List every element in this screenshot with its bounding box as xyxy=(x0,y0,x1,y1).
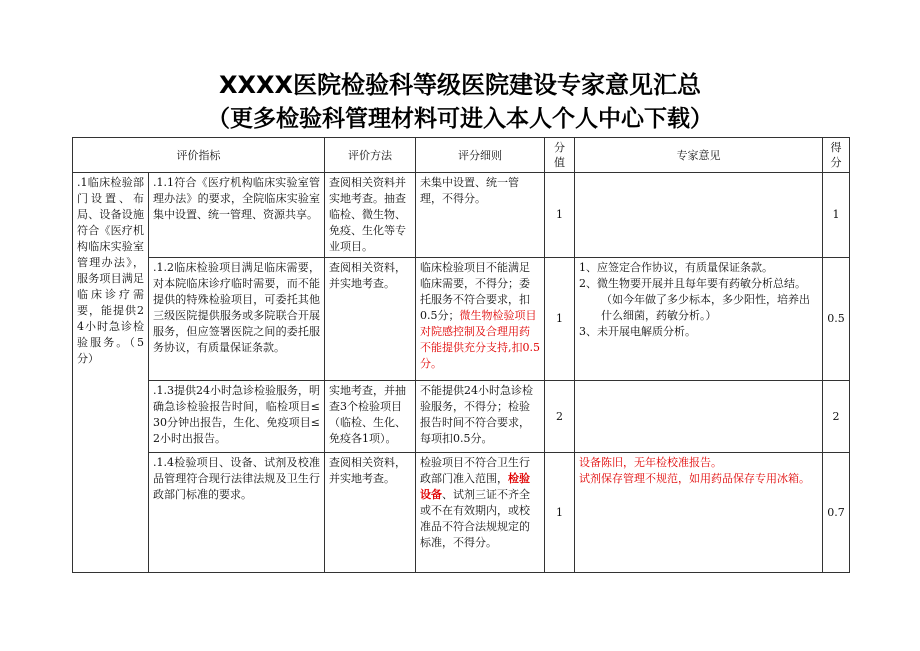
got-score-cell: 0.7 xyxy=(823,453,850,573)
opinion-cell xyxy=(575,258,823,381)
detail-text-pre: 检验项目不符合卫生行政部门准入范围， xyxy=(420,456,530,485)
table-row xyxy=(73,258,850,381)
document-title: XXXX医院检验科等级医院建设专家意见汇总 xyxy=(218,71,701,99)
detail-text: 临床检验项目不能满足临床需要，不得分；委托服务不符合要求，扣0.5分； xyxy=(420,261,530,322)
score-cell: 1 xyxy=(545,258,575,381)
method-cell: 查阅相关资料，并实地考查。 xyxy=(325,258,416,381)
detail-cell: 未集中设置、统一管理，不得分。 xyxy=(416,173,545,258)
score-cell: 2 xyxy=(545,381,575,453)
method-cell: 查阅相关资料并实地考查。抽查临检、微生物、免疫、生化等专业项目。 xyxy=(325,173,416,258)
item-cell: .1.2临床检验项目满足临床需要，对本院临床诊疗临时需要，而不能提供的特殊检验项目，可委托其他三级医院提供服务或多院联合开展服务，但应签署医院之间的委托服务协议，有质量保证条款。 xyxy=(149,258,325,381)
header-score xyxy=(545,138,575,173)
score-cell: 1 xyxy=(545,453,575,573)
got-score-cell: 1 xyxy=(823,173,850,258)
header-got xyxy=(823,138,850,173)
detail-cell: 不能提供24小时急诊检验服务，不得分；检验报告时间不符合要求，每项扣0.5分。 xyxy=(416,381,545,453)
score-cell: 1 xyxy=(545,173,575,258)
detail-cell xyxy=(416,453,545,573)
opinion-cell xyxy=(575,173,823,258)
detail-text-post: 、试剂三证不齐全或不在有效期内，或校准品不符合法规规定的标准，不得分。 xyxy=(420,488,530,549)
header-detail: 评分细则 xyxy=(416,138,545,173)
method-cell: 实地考查，并抽查3个检验项目（临检、生化、免疫各1项）。 xyxy=(325,381,416,453)
detail-red-text: 微生物检验项目对院感控制及合理用药不能提供充分支持,扣0.5分。 xyxy=(420,309,540,370)
table-row xyxy=(73,381,850,453)
group-indicator-cell: .1临床检验部门设置、布局、设备设施符合《医疗机构临床实验室管理办法》，服务项目满足临床诊疗需要，能提供24小时急诊检验服务。（5分） xyxy=(73,173,149,573)
evaluation-table xyxy=(72,137,850,573)
opinion-line-1: 设备陈旧，无年检校准报告。 xyxy=(579,456,722,469)
header-got-b: 分 xyxy=(830,156,842,169)
opinion-line-2b: （如今年做了多少标本，多少阳性，培养出什么细菌，药敏分析。） xyxy=(601,293,810,322)
header-method: 评价方法 xyxy=(325,138,416,173)
opinion-line-2: 2、微生物要开展并且每年要有药敏分析总结。 xyxy=(579,277,806,290)
got-score-cell: 2 xyxy=(823,381,850,453)
table-row xyxy=(73,173,850,258)
header-score-a: 分 xyxy=(554,141,565,154)
item-cell: .1.3提供24小时急诊检验服务，明确急诊检验报告时间，临检项目≤30分钟出报告，生化、免疫项目≤2小时出报告。 xyxy=(149,381,325,453)
opinion-line-1: 1、应签定合作协议，有质量保证条款。 xyxy=(579,261,773,274)
detail-cell xyxy=(416,258,545,381)
header-opinion: 专家意见 xyxy=(575,138,823,173)
header-score-b: 值 xyxy=(554,156,565,169)
table-row xyxy=(73,453,850,573)
header-got-a: 得 xyxy=(830,141,842,154)
detail-red-text: 检验设备 xyxy=(420,472,530,501)
opinion-cell xyxy=(575,381,823,453)
item-cell: .1.4检验项目、设备、试剂及校准品管理符合现行法律法规及卫生行政部门标准的要求。 xyxy=(149,453,325,573)
table-header-row xyxy=(73,138,850,173)
opinion-line-2: 试剂保存管理不规范，如用药品保存专用冰箱。 xyxy=(579,472,810,485)
header-indicator: 评价指标 xyxy=(73,138,325,173)
item-cell: .1.1符合《医疗机构临床实验室管理办法》的要求，全院临床实验室集中设置、统一管理、资源共享。 xyxy=(149,173,325,258)
opinion-cell xyxy=(575,453,823,573)
method-cell: 查阅相关资料，并实地考查。 xyxy=(325,453,416,573)
document-subtitle: （更多检验科管理材料可进入本人个人中心下载） xyxy=(207,106,713,132)
opinion-line-3: 3、未开展电解质分析。 xyxy=(579,325,696,338)
got-score-cell: 0.5 xyxy=(823,258,850,381)
